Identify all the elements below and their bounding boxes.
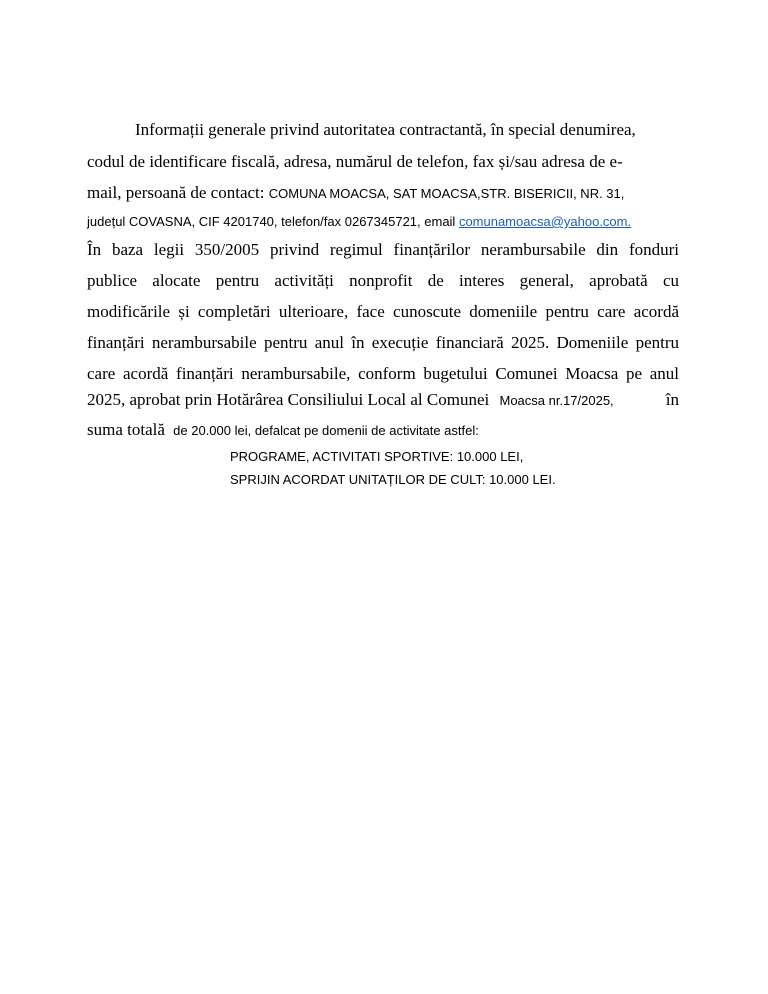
body-line-1: În baza legii 350/2005 privind regimul finanțărilor nerambursabile din fonduri (87, 240, 679, 259)
body-line-3: modificările și completări ulterioare, face cunoscute domeniile pentru care acordă (87, 302, 679, 321)
intro-line-2: codul de identificare fiscală, adresa, numărul de telefon, fax și/sau adresa de e- (87, 152, 623, 171)
total-amount-text: de 20.000 lei, defalcat pe domenii de activitate astfel: (173, 423, 479, 438)
decision-number: Moacsa nr.17/2025, (499, 393, 614, 408)
body-line-5: care acordă finanțări nerambursabile, conform bugetului Comunei Moacsa pe anul (87, 364, 679, 383)
contact-address: COMUNA MOACSA, SAT MOACSA,STR. BISERICII, NR. 31, (268, 186, 625, 201)
intro-line-3-text: mail, persoană de contact: (87, 183, 269, 202)
intro-line-1: Informații generale privind autoritatea contractantă, în special denumirea, (135, 120, 636, 139)
funding-item-cult: SPRIJIN ACORDAT UNITAȚILOR DE CULT: 10.000 LEI. (230, 472, 556, 487)
contact-line (87, 214, 679, 229)
intro-line-3 (87, 183, 679, 203)
body-line-4: finanțări nerambursabile pentru anul în execuție financiară 2025. Domeniile pentru (87, 333, 679, 352)
email-link[interactable]: comunamoacsa@yahoo.com. (458, 214, 632, 229)
total-label: suma totală (87, 420, 170, 439)
contact-details: județul COVASNA, CIF 4201740, telefon/fax 0267345721, email (87, 214, 459, 229)
body-line-2: publice alocate pentru activități nonprofit de interes general, aprobată cu (87, 271, 679, 290)
body-line-6 (87, 390, 679, 410)
body-line-6-end: în (665, 390, 679, 409)
total-line (87, 420, 679, 440)
body-line-6-start: 2025, aprobat prin Hotărârea Consiliului Local al Comunei (87, 390, 494, 409)
funding-item-sport: PROGRAME, ACTIVITATI SPORTIVE: 10.000 LEI, (230, 449, 524, 464)
